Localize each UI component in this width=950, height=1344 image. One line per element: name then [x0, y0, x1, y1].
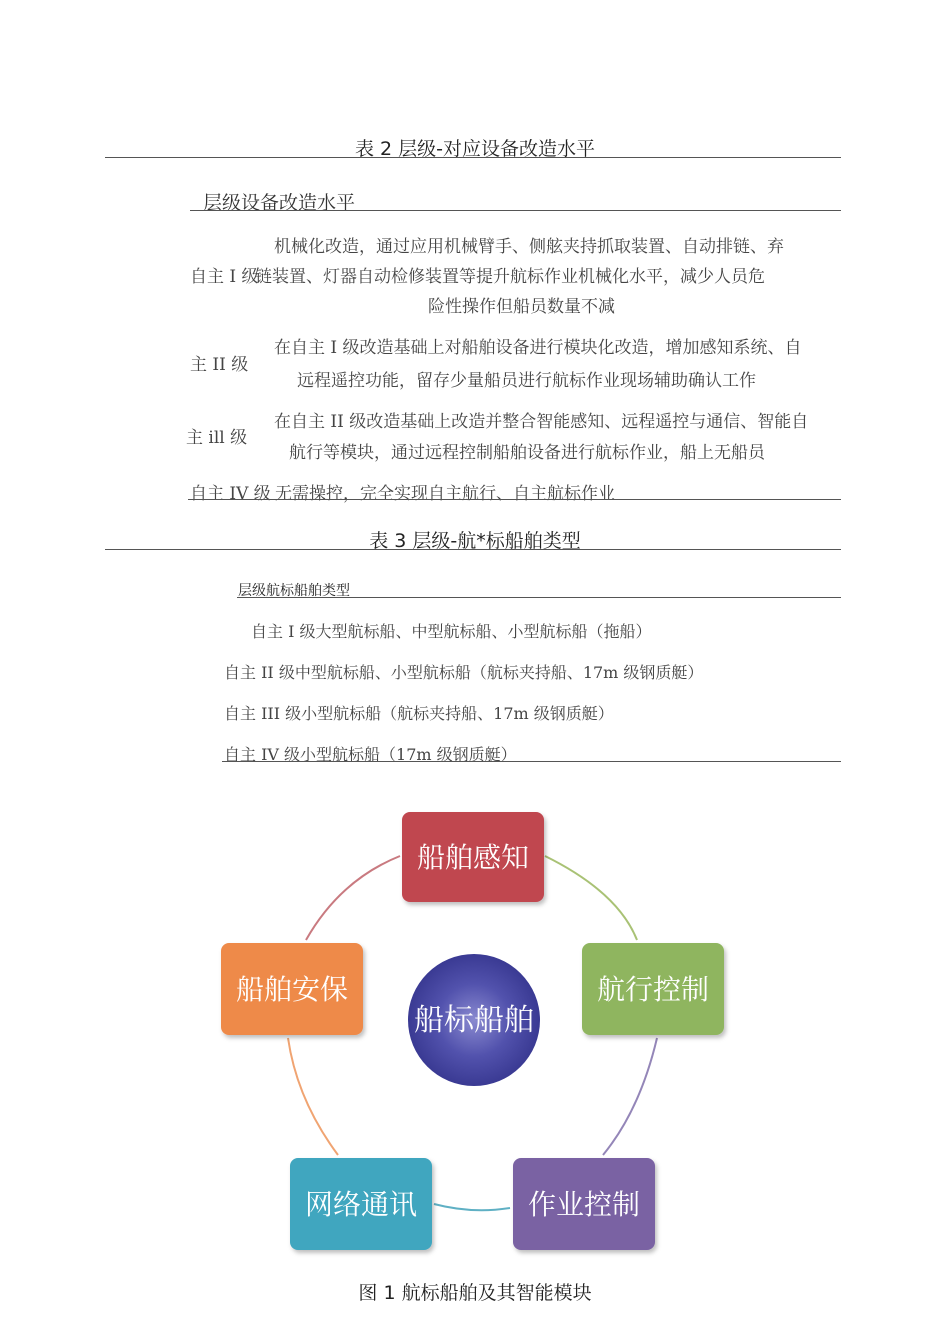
table3-caption: 表 3 层级-航*标船舶类型 — [369, 530, 581, 552]
figure1-caption: 图 1 航标船舶及其智能模块 — [358, 1282, 592, 1304]
arc-operation-network — [434, 1204, 510, 1210]
table2-row4-level: 自主 IV 级 — [190, 484, 271, 504]
table3-row: 自主 I 级大型航标船、中型航标船、小型航标船（拖船） — [251, 622, 652, 641]
table2-bottom-rule — [188, 499, 841, 500]
module-navigation-label: 航行控制 — [596, 973, 710, 1006]
table2-caption: 表 2 层级-对应设备改造水平 — [354, 138, 596, 160]
table2-row3-line2: 航行等模块，通过远程控制船舶设备进行航标作业，船上无船员 — [289, 443, 765, 463]
module-operation-label: 作业控制 — [527, 1188, 641, 1221]
table2-row1-level: 自主 I 级 — [190, 267, 259, 287]
table3-bottom-rule — [222, 761, 841, 762]
arc-security-perception — [306, 856, 400, 940]
arc-network-security — [288, 1038, 338, 1155]
smart-module-diagram — [0, 780, 950, 1270]
table2-row1-line3: 险性操作但船员数量不减 — [428, 297, 615, 317]
center-hub-label: 船标船舶 — [414, 1003, 534, 1038]
table2-row1-line1: 机械化改造，通过应用机械臂手、侧舷夹持抓取装置、自动排链、弃 — [274, 237, 784, 257]
table2-row3-line1: 在自主 II 级改造基础上改造并整合智能感知、远程遥控与通信、智能自 — [274, 412, 809, 432]
table2-top-rule — [105, 157, 841, 158]
table2-row2-line2: 远程遥控功能，留存少量船员进行航标作业现场辅助确认工作 — [297, 371, 756, 391]
table3-row: 自主 IV 级小型航标船（17m 级钢质艇） — [224, 745, 517, 764]
table2-row4-line1: 无需操控，完全实现自主航行、自主航标作业 — [275, 484, 615, 504]
module-perception-label: 船舶感知 — [416, 841, 530, 874]
table3-header: 层级航标船舶类型 — [238, 583, 350, 599]
arc-navigation-operation — [603, 1038, 657, 1155]
table2-row2-line1: 在自主 I 级改造基础上对船舶设备进行模块化改造，增加感知系统、自 — [274, 338, 802, 358]
table3-header-rule — [237, 597, 841, 598]
table3-row: 自主 II 级中型航标船、小型航标船（航标夹持船、17m 级钢质艇） — [224, 663, 704, 682]
table2-row2-level: 主 II 级 — [190, 355, 249, 375]
table2-header-rule — [190, 210, 841, 211]
module-security-label: 船舶安保 — [235, 973, 349, 1006]
table3-row: 自主 III 级小型航标船（航标夹持船、17m 级钢质艇） — [224, 704, 614, 723]
arc-perception-navigation — [545, 856, 637, 940]
table3-top-rule — [105, 549, 841, 550]
table2-row3-level: 主 ill 级 — [186, 428, 248, 448]
table2-header: 层级设备改造水平 — [203, 192, 356, 214]
table2-row1-line2: 链装置、灯器自动检修装置等提升航标作业机械化水平，减少人员危 — [255, 267, 765, 287]
module-network-label: 网络通讯 — [304, 1188, 418, 1221]
